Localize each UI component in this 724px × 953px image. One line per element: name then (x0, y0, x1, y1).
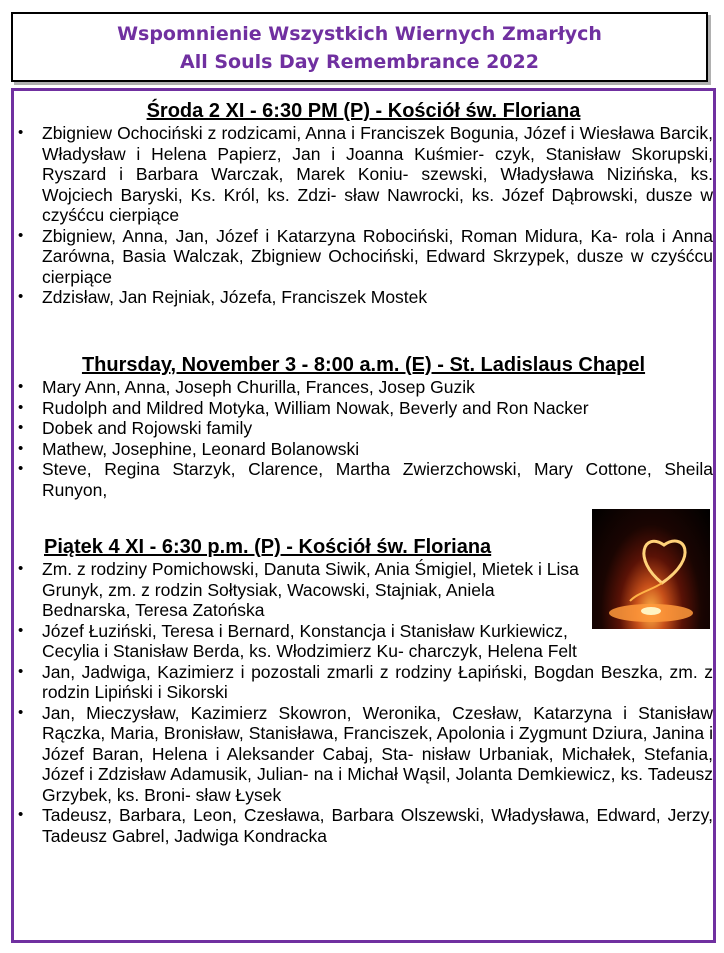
list-item: • Zdzisław, Jan Rejniak, Józefa, Franciszek Mostek (14, 287, 713, 308)
list-item: • Jan, Jadwiga, Kazimierz i pozostali zmarli z rodziny Łapiński, Bogdan Beszka, zm. z rodzin Lipiński i Sikorski (14, 662, 713, 703)
list-item: • Zbigniew, Anna, Jan, Józef i Katarzyna Robociński, Roman Midura, Ka- rola i Anna Zarówna, Basia Walczak, Zbigniew Ochociński, Edward Skrzypek, dusze w czyśćcu cierpiące (14, 226, 713, 288)
section-heading: Środa 2 XI - 6:30 PM (P) - Kościół św. Floriana (146, 100, 581, 122)
section-thursday (14, 353, 713, 500)
title-polish: Wspomnienie Wszystkich Wiernych Zmarłych (117, 23, 602, 45)
list-item: • Mary Ann, Anna, Joseph Churilla, Frances, Josep Guzik (14, 377, 713, 398)
list-item: • Steve, Regina Starzyk, Clarence, Martha Zwierzchowski, Mary Cottone, Sheila Runyon, (14, 459, 713, 500)
intentions-list (14, 377, 713, 500)
list-item: • Jan, Mieczysław, Kazimierz Skowron, Weronika, Czesław, Katarzyna i Stanisław Rączka, Maria, Bronisław, Stanisława, Franciszek, Apolonia i Zygmunt Dziura, Janina i Józef Baran, Helena i Aleksander Cabaj, Sta- nisław Urbaniak, Michałek, Stefania, Józef i Zdzisław Adamusik, Julian- na i Michał Wąsil, Jolanta Demkiewicz, ks. Tadeusz Grzybek, ks. Broni- sław Łysek (14, 703, 713, 806)
section-heading: Thursday, November 3 - 8:00 a.m. (E) - St. Ladislaus Chapel (81, 354, 646, 376)
list-item: • Dobek and Rojowski family (14, 418, 713, 439)
list-item: • Józef Łuziński, Teresa i Bernard, Konstancja i Stanisław Kurkiewicz, Cecylia i Stanisław Berda, ks. Włodzimierz Ku- charczyk, Helena Felt (14, 621, 713, 662)
list-item: • Mathew, Josephine, Leonard Bolanowski (14, 439, 713, 460)
intentions-list (14, 123, 713, 308)
heart-candle-icon (592, 509, 710, 629)
list-item: • Rudolph and Mildred Motyka, William Nowak, Beverly and Ron Nacker (14, 398, 713, 419)
section-heading: Piątek 4 XI - 6:30 p.m. (P) - Kościół św. Floriana (44, 536, 492, 558)
mass-intentions-panel (11, 88, 716, 943)
list-item: • Tadeusz, Barbara, Leon, Czesława, Barbara Olszewski, Władysława, Edward, Jerzy, Tadeusz Gabrel, Jadwiga Kondracka (14, 805, 713, 846)
section-wednesday (14, 99, 713, 308)
title-english: All Souls Day Remembrance 2022 (179, 51, 539, 73)
title-banner (11, 12, 708, 82)
list-item: • Zm. z rodziny Pomichowski, Danuta Siwik, Ania Śmigiel, Mietek i Lisa Grunyk, zm. z rodzin Sołtysiak, Wacowski, Stajniak, Aniela Bednarska, Teresa Zatońska (14, 559, 713, 621)
list-item: • Zbigniew Ochociński z rodzicami, Anna i Franciszek Bogunia, Józef i Wiesława Barcik, Władysław i Helena Papierz, Jan i Joanna Kuśmier- czyk, Stanisław Skorupski, Ryszard i Barbara Warczak, Marek Koniu- szewski, Władysława Nizińska, ks. Wojciech Baryski, Ks. Król, ks. Zdzi- sław Nawrocki, ks. Józef Dąbrowski, dusze w czyśćcu cierpiące (14, 123, 713, 226)
